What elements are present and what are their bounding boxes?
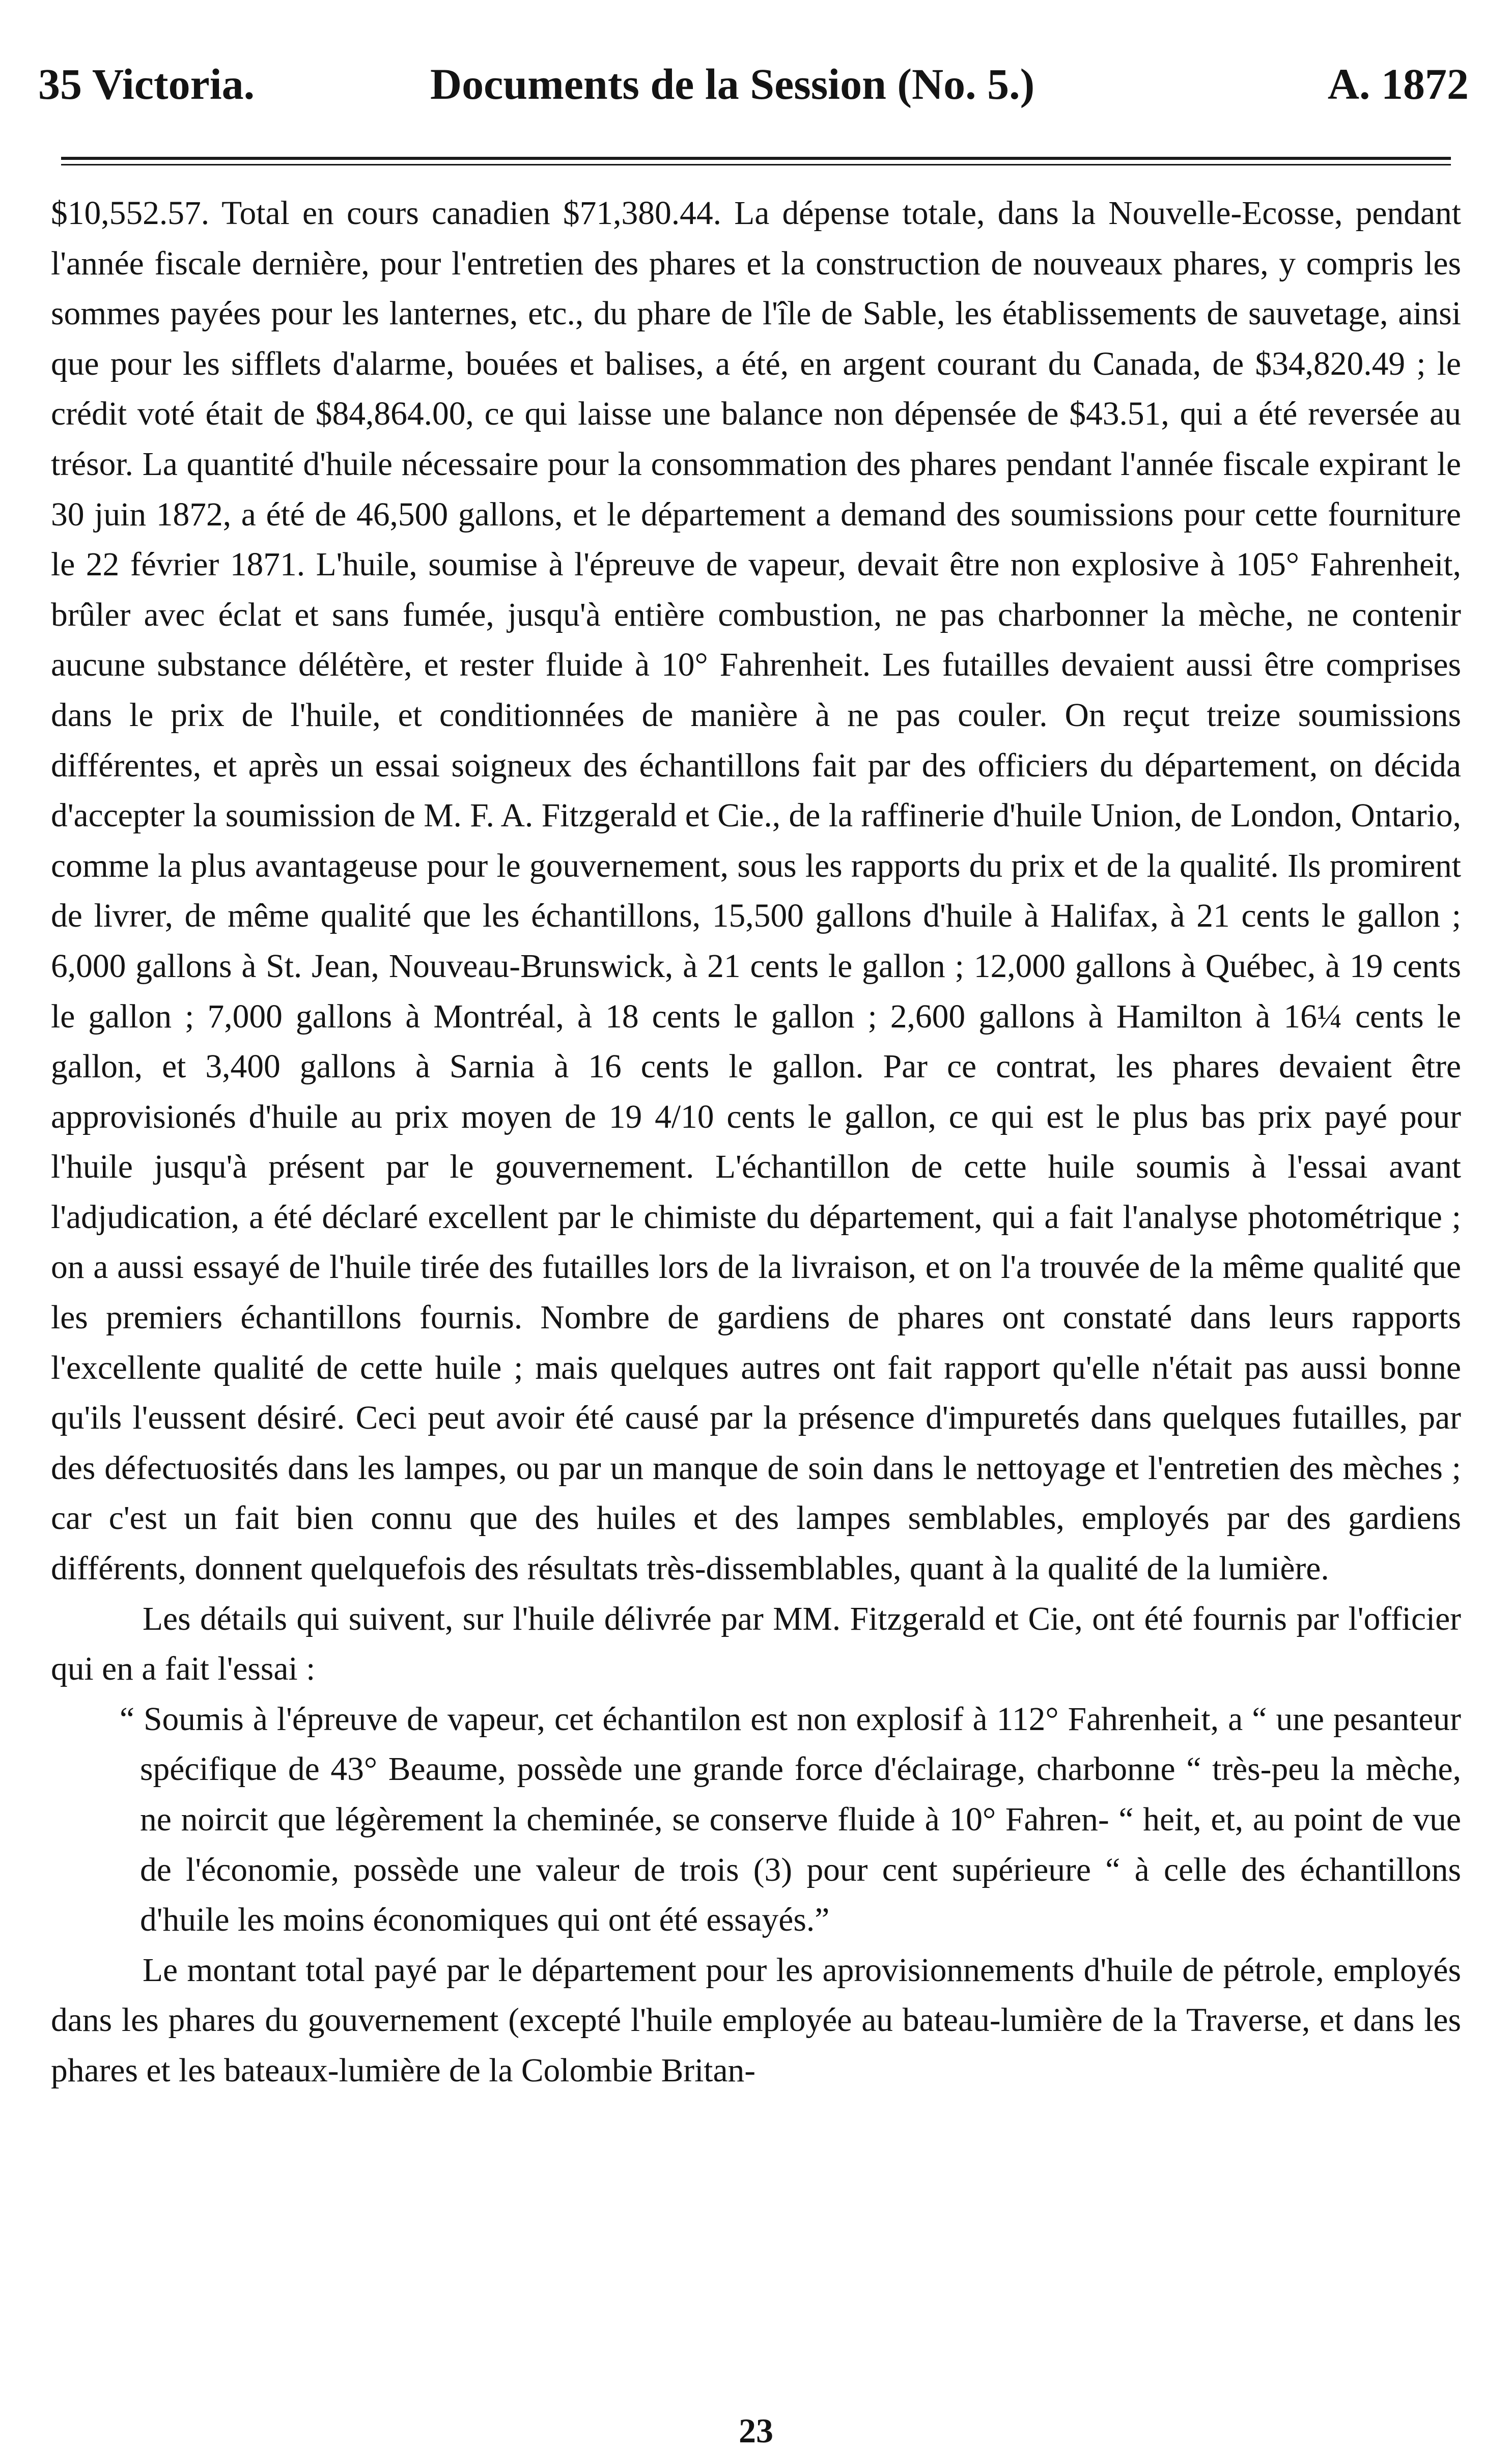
header-year: A. 1872: [1327, 60, 1469, 108]
body-text: [51, 188, 1461, 2096]
paragraph-test-details: Les détails qui suivent, sur l'huile délivrée par MM. Fitzgerald et Cie, ont été fournis par l'officier qui en a fait l'essai :: [51, 1600, 1461, 1688]
header-rule-thick: [61, 157, 1451, 160]
header-title: Documents de la Session (No. 5.): [430, 60, 1035, 108]
paragraph-oil-supply: $10,552.57. Total en cours canadien $71,380.44. La dépense totale, dans la Nouvelle-Ecosse, pendant l'année fiscale dernière, pour l'entretien des phares et la construction de nouveaux phares, y compris les sommes payées pour les lanternes, etc., du phare de l'île de Sable, les établissements de sauvetage, ainsi que pour les sifflets d'alarme, bouées et balises, a été, en argent courant du Canada, de $34,820.49 ; le crédit voté était de $84,864.00, ce qui laisse une balance non dépensée de $43.51, qui a été reversée au trésor. La quantité d'huile nécessaire pour la consommation des phares pendant l'année fiscale expirant le 30 juin 1872, a été de 46,500 gallons, et le département a demand des soumissions pour cette fourniture le 22 février 1871. L'huile, soumise à l'épreuve de vapeur, devait être non explosive à 105° Fahrenheit, brûler avec éclat et sans fumée, jusqu'à entière combustion, ne pas charbonner la mèche, ne contenir aucune substance délétère, et rester fluide à 10° Fahrenheit. Les futailles devaient aussi être comprises dans le prix de l'huile, et conditionnées de manière à ne pas couler. On reçut treize soumissions différentes, et après un essai soigneux des échantillons fait par des officiers du département, on décida d'accepter la soumission de M. F. A. Fitzgerald et Cie., de la raffinerie d'huile Union, de London, Ontario, comme la plus avantageuse pour le gouvernement, sous les rapports du prix et de la qualité. Ils promirent de livrer, de même qualité que les échantillons, 15,500 gallons d'huile à Halifax, à 21 cents le gallon ; 6,000 gallons à St. Jean, Nouveau-Brunswick, à 21 cents le gallon ; 12,000 gallons à Québec, à 19 cents le gallon ; 7,000 gallons à Montréal, à 18 cents le gallon ; 2,600 gallons à Hamilton à 16¼ cents le gallon, et 3,400 gallons à Sarnia à 16 cents le gallon. Par ce contrat, les phares devaient être approvisionés d'huile au prix moyen de 19 4/10 cents le gallon, ce qui est le plus bas prix payé pour l'huile jusqu'à présent par le gouvernement. L'échantillon de cette huile soumis à l'essai avant l'adjudication, a été déclaré excellent par le chimiste du département, qui a fait l'analyse photométrique ; on a aussi essayé de l'huile tirée des futailles lors de la livraison, et on l'a trouvée de la même qualité que les premiers échantillons fournis. Nombre de gardiens de phares ont constaté dans leurs rapports l'excellente qualité de cette huile ; mais quelques autres ont fait rapport qu'elle n'était pas aussi bonne qu'ils l'eussent désiré. Ceci peut avoir été causé par la présence d'impuretés dans quelques futailles, par des défectuosités dans les lampes, ou par un manque de soin dans le nettoyage et l'entretien des mèches ; car c'est un fait bien connu que des huiles et des lampes semblables, employés par des gardiens différents, donnent quelquefois des résultats très-dissemblables, quant à la qualité de la lumière.: [51, 195, 1461, 1587]
header-volume: 35 Victoria.: [38, 60, 255, 108]
quoted-test-report: “ Soumis à l'épreuve de vapeur, cet échantilon est non explosif à 112° Fahrenheit, a “ une pesanteur spécifique de 43° Beaume, possède une grande force d'éclairage, charbonne “ très-peu la mèche, ne noircit que légèrement la cheminée, se conserve fluide à 10° Fahren- “ heit, et, au point de vue de l'économie, possède une valeur de trois (3) pour cent supérieure “ à celle des échantillons d'huile les moins économiques qui ont été essayés.”: [120, 1701, 1461, 1939]
page-number: 23: [739, 2411, 773, 2450]
header-rule-thin: [61, 164, 1451, 165]
paragraph-total-amount: Le montant total payé par le département pour les aprovisionnements d'huile de pétrole, employés dans les phares du gouvernement (excepté l'huile employée au bateau-lumière de la Traverse, et dans les phares et les bateaux-lumière de la Colombie Britan-: [51, 1952, 1461, 2089]
running-header: [38, 43, 1469, 120]
